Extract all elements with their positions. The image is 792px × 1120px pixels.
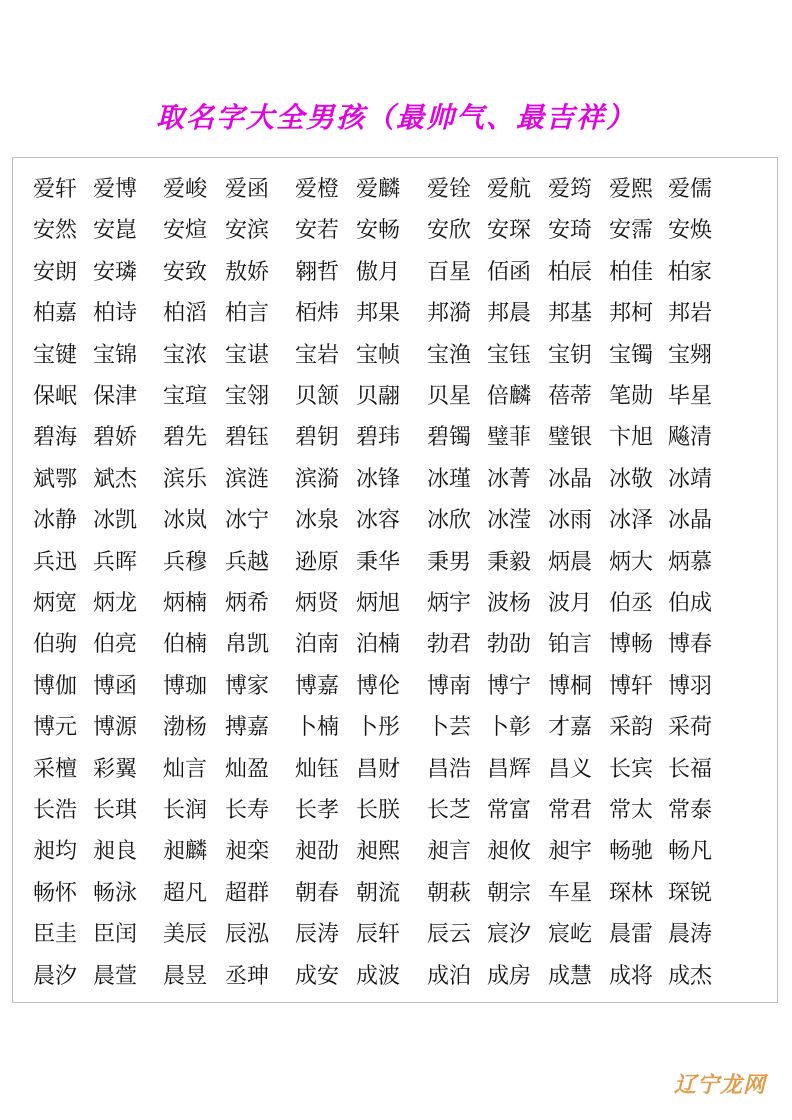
name-cell: 碧娇 — [93, 425, 138, 451]
name-cell: 博源 — [93, 715, 138, 741]
name-cell: 邦漪 — [427, 301, 472, 327]
name-cell: 博羽 — [668, 673, 713, 699]
name-cell: 炳楠 — [163, 591, 208, 616]
name-cell: 勃君 — [427, 632, 472, 658]
name-cell: 爱铨 — [427, 177, 472, 202]
name-cell: 安滨 — [225, 218, 270, 244]
name-cell: 灿钰 — [295, 756, 340, 782]
name-cell: 卞旭 — [609, 425, 654, 451]
name-cell: 保津 — [93, 384, 138, 409]
name-cell: 臣闰 — [93, 922, 138, 948]
name-cell: 贝翮 — [356, 384, 401, 409]
name-cell: 宝锦 — [93, 342, 138, 368]
name-cell: 宝翙 — [668, 342, 713, 368]
name-cell: 昌财 — [356, 756, 401, 782]
name-cell: 长寿 — [225, 798, 270, 823]
name-cell: 贝星 — [427, 384, 472, 409]
name-cell: 斌杰 — [93, 466, 138, 492]
name-cell: 宝浓 — [163, 342, 208, 368]
name-cell: 滨涟 — [225, 466, 270, 492]
name-cell: 碧镯 — [427, 425, 472, 451]
name-cell: 安致 — [163, 259, 208, 285]
name-cell: 百星 — [427, 259, 472, 285]
name-cell: 勃劭 — [487, 632, 532, 658]
name-cell: 炳龙 — [93, 591, 138, 616]
name-cell: 安霈 — [609, 218, 654, 244]
name-cell: 宝键 — [33, 342, 78, 368]
name-cell: 泊楠 — [356, 632, 401, 658]
name-cell: 冰泉 — [295, 508, 340, 534]
name-cell: 炳宇 — [427, 591, 472, 616]
name-cell: 碧玮 — [356, 425, 401, 451]
name-cell: 长琪 — [93, 798, 138, 823]
name-cell: 冰靖 — [668, 466, 713, 492]
name-cell: 炳宽 — [33, 591, 78, 616]
name-cell: 铂言 — [548, 632, 593, 658]
name-cell: 卜芸 — [427, 715, 472, 741]
name-cell: 笔勋 — [609, 384, 654, 409]
name-cell: 宝岩 — [295, 342, 340, 368]
name-cell: 琛锐 — [668, 880, 713, 906]
name-cell: 冰瑾 — [427, 466, 472, 492]
name-cell: 柏辰 — [548, 259, 593, 285]
name-cell: 宝钰 — [487, 342, 532, 368]
name-cell: 畅驰 — [609, 839, 654, 865]
name-cell: 常泰 — [668, 798, 713, 823]
name-cell: 昶栾 — [225, 839, 270, 865]
name-cell: 宝谌 — [225, 342, 270, 368]
name-cell: 冰宁 — [225, 508, 270, 534]
name-cell: 安崑 — [93, 218, 138, 244]
name-cell: 长润 — [163, 798, 208, 823]
name-cell: 才嘉 — [548, 715, 593, 741]
name-cell: 伯楠 — [163, 632, 208, 658]
name-cell: 冰晶 — [668, 508, 713, 534]
name-cell: 柏嘉 — [33, 301, 78, 327]
name-cell: 晨汐 — [33, 963, 78, 989]
name-cell: 渤杨 — [163, 715, 208, 741]
name-cell: 安欣 — [427, 218, 472, 244]
name-cell: 邦果 — [356, 301, 401, 327]
name-cell: 爱函 — [225, 177, 270, 202]
name-cell: 邦柯 — [609, 301, 654, 327]
name-cell: 秉男 — [427, 549, 472, 575]
name-cell: 冰容 — [356, 508, 401, 534]
name-cell: 秉华 — [356, 549, 401, 575]
name-cell: 成慧 — [548, 963, 593, 989]
name-cell: 超群 — [225, 880, 270, 906]
name-cell: 泊南 — [295, 632, 340, 658]
name-cell: 昌义 — [548, 756, 593, 782]
name-cell: 博南 — [427, 673, 472, 699]
name-cell: 博函 — [93, 673, 138, 699]
name-cell: 成波 — [356, 963, 401, 989]
name-cell: 柏诗 — [93, 301, 138, 327]
name-cell: 晨雷 — [609, 922, 654, 948]
name-cell: 灿盈 — [225, 756, 270, 782]
page-title: 取名字大全男孩（最帅气、最吉祥） — [155, 101, 636, 134]
name-cell: 卜彰 — [487, 715, 532, 741]
name-cell: 邦晨 — [487, 301, 532, 327]
name-cell: 昌浩 — [427, 756, 472, 782]
name-cell: 昶宇 — [548, 839, 593, 865]
name-cell: 冰锋 — [356, 466, 401, 492]
name-cell: 冰岚 — [163, 508, 208, 534]
name-cell: 车星 — [548, 880, 593, 906]
name-cell: 冰滢 — [487, 508, 532, 534]
name-cell: 宝帧 — [356, 342, 401, 368]
name-cell: 长浩 — [33, 798, 78, 823]
name-cell: 博宁 — [487, 673, 532, 699]
name-cell: 辰轩 — [356, 922, 401, 948]
name-cell: 彩翼 — [93, 756, 138, 782]
name-cell: 成泊 — [427, 963, 472, 989]
name-cell: 宝翎 — [225, 384, 270, 409]
name-cell: 栢炜 — [295, 301, 340, 327]
name-cell: 昶麟 — [163, 839, 208, 865]
name-cell: 毕星 — [668, 384, 713, 409]
name-cell: 长朕 — [356, 798, 401, 823]
name-cell: 安朗 — [33, 259, 78, 285]
name-cell: 辰泓 — [225, 922, 270, 948]
name-cell: 超凡 — [163, 880, 208, 906]
name-cell: 长芝 — [427, 798, 472, 823]
name-cell: 采檀 — [33, 756, 78, 782]
name-cell: 宝渔 — [427, 342, 472, 368]
name-cell: 博伽 — [33, 673, 78, 699]
name-cell: 邦岩 — [668, 301, 713, 327]
name-cell: 冰凯 — [93, 508, 138, 534]
name-cell: 成安 — [295, 963, 340, 989]
name-cell: 爱麟 — [356, 177, 401, 202]
name-cell: 昶熙 — [356, 839, 401, 865]
name-cell: 博轩 — [609, 673, 654, 699]
name-cell: 朝流 — [356, 880, 401, 906]
name-cell: 逊原 — [295, 549, 340, 575]
name-cell: 灿言 — [163, 756, 208, 782]
name-cell: 敖娇 — [225, 259, 270, 285]
name-cell: 宝镯 — [609, 342, 654, 368]
name-cell: 博家 — [225, 673, 270, 699]
name-cell: 炳贤 — [295, 591, 340, 616]
name-cell: 冰欣 — [427, 508, 472, 534]
name-cell: 炳晨 — [548, 549, 593, 575]
name-cell: 兵迅 — [33, 549, 78, 575]
name-cell: 晨萱 — [93, 963, 138, 989]
name-cell: 斌鄂 — [33, 466, 78, 492]
name-cell: 长宾 — [609, 756, 654, 782]
name-cell: 冰晶 — [548, 466, 593, 492]
name-cell: 爱峻 — [163, 177, 208, 202]
name-cell: 宸屹 — [548, 922, 593, 948]
name-cell: 安璘 — [93, 259, 138, 285]
name-cell: 长福 — [668, 756, 713, 782]
name-cell: 畅怀 — [33, 880, 78, 906]
name-cell: 飚清 — [668, 425, 713, 451]
name-cell: 琛林 — [609, 880, 654, 906]
name-cell: 晨昱 — [163, 963, 208, 989]
name-cell: 秉毅 — [487, 549, 532, 575]
name-cell: 美辰 — [163, 922, 208, 948]
name-cell: 朝春 — [295, 880, 340, 906]
name-cell: 安若 — [295, 218, 340, 244]
name-cell: 采荷 — [668, 715, 713, 741]
name-cell: 碧钰 — [225, 425, 270, 451]
name-cell: 璧菲 — [487, 425, 532, 451]
name-cell: 保岷 — [33, 384, 78, 409]
name-cell: 滨漪 — [295, 466, 340, 492]
name-cell: 翱哲 — [295, 259, 340, 285]
name-cell: 佰函 — [487, 259, 532, 285]
name-cell: 冰泽 — [609, 508, 654, 534]
name-cell: 博元 — [33, 715, 78, 741]
name-cell: 璧银 — [548, 425, 593, 451]
name-cell: 昶良 — [93, 839, 138, 865]
site-watermark: 辽宁龙网 — [673, 1073, 766, 1098]
name-cell: 滨乐 — [163, 466, 208, 492]
name-cell: 兵越 — [225, 549, 270, 575]
name-cell: 柏滔 — [163, 301, 208, 327]
name-cell: 爱筠 — [548, 177, 593, 202]
name-cell: 博伦 — [356, 673, 401, 699]
name-cell: 蓓蒂 — [548, 384, 593, 409]
name-cell: 爱橙 — [295, 177, 340, 202]
name-cell: 畅泳 — [93, 880, 138, 906]
name-cell: 昶均 — [33, 839, 78, 865]
name-cell: 帛凯 — [225, 632, 270, 658]
name-cell: 波杨 — [487, 591, 532, 616]
name-cell: 冰雨 — [548, 508, 593, 534]
name-cell: 安琦 — [548, 218, 593, 244]
name-cell: 炳希 — [225, 591, 270, 616]
name-cell: 傲月 — [356, 259, 401, 285]
name-cell: 冰敬 — [609, 466, 654, 492]
name-cell: 安然 — [33, 218, 78, 244]
name-cell: 昶劭 — [295, 839, 340, 865]
name-cell: 碧海 — [33, 425, 78, 451]
name-cell: 爱博 — [93, 177, 138, 202]
name-cell: 贝颔 — [295, 384, 340, 409]
name-cell: 伯成 — [668, 591, 713, 616]
name-cell: 博嘉 — [295, 673, 340, 699]
name-cell: 安焕 — [668, 218, 713, 244]
name-cell: 爱熙 — [609, 177, 654, 202]
name-cell: 伯丞 — [609, 591, 654, 616]
name-cell: 昌辉 — [487, 756, 532, 782]
name-cell: 博畅 — [609, 632, 654, 658]
name-cell: 邦基 — [548, 301, 593, 327]
name-cell: 成将 — [609, 963, 654, 989]
name-cell: 爱航 — [487, 177, 532, 202]
name-cell: 博春 — [668, 632, 713, 658]
name-cell: 安琛 — [487, 218, 532, 244]
name-cell: 冰静 — [33, 508, 78, 534]
name-cell: 炳慕 — [668, 549, 713, 575]
name-cell: 常君 — [548, 798, 593, 823]
name-cell: 朝萩 — [427, 880, 472, 906]
name-cell: 长孝 — [295, 798, 340, 823]
name-cell: 兵穆 — [163, 549, 208, 575]
name-cell: 碧先 — [163, 425, 208, 451]
name-cell: 昶言 — [427, 839, 472, 865]
name-cell: 丞珅 — [225, 963, 270, 989]
name-cell: 成杰 — [668, 963, 713, 989]
name-cell: 辰云 — [427, 922, 472, 948]
name-cell: 博桐 — [548, 673, 593, 699]
name-cell: 冰菁 — [487, 466, 532, 492]
name-cell: 卜楠 — [295, 715, 340, 741]
name-cell: 波月 — [548, 591, 593, 616]
name-cell: 搏嘉 — [225, 715, 270, 741]
name-cell: 畅凡 — [668, 839, 713, 865]
name-cell: 博珈 — [163, 673, 208, 699]
name-cell: 碧钥 — [295, 425, 340, 451]
name-cell: 成房 — [487, 963, 532, 989]
name-cell: 臣圭 — [33, 922, 78, 948]
name-cell: 常太 — [609, 798, 654, 823]
name-cell: 柏佳 — [609, 259, 654, 285]
name-cell: 爱儒 — [668, 177, 713, 202]
name-cell: 炳旭 — [356, 591, 401, 616]
name-cell: 朝宗 — [487, 880, 532, 906]
name-cell: 安畅 — [356, 218, 401, 244]
name-cell: 辰涛 — [295, 922, 340, 948]
name-cell: 倍麟 — [487, 384, 532, 409]
name-cell: 伯驹 — [33, 632, 78, 658]
name-cell: 宝瑄 — [163, 384, 208, 409]
name-cell: 晨涛 — [668, 922, 713, 948]
name-cell: 炳大 — [609, 549, 654, 575]
name-cell: 宝钥 — [548, 342, 593, 368]
name-cell: 卜彤 — [356, 715, 401, 741]
name-cell: 采韵 — [609, 715, 654, 741]
name-cell: 宸汐 — [487, 922, 532, 948]
name-cell: 柏言 — [225, 301, 270, 327]
name-cell: 柏家 — [668, 259, 713, 285]
name-cell: 安煊 — [163, 218, 208, 244]
name-cell: 兵晖 — [93, 549, 138, 575]
name-cell: 伯亮 — [93, 632, 138, 658]
name-cell: 常富 — [487, 798, 532, 823]
name-cell: 爱轩 — [33, 177, 78, 202]
name-cell: 昶攸 — [487, 839, 532, 865]
